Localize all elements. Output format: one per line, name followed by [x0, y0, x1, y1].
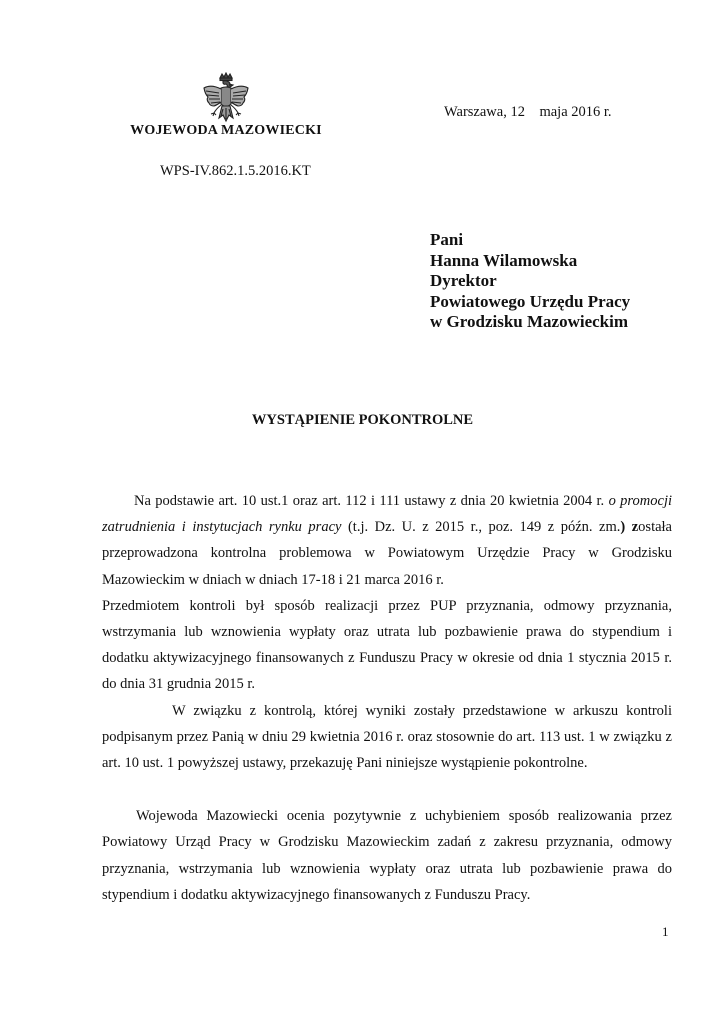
body-paragraph-transmission: W związku z kontrolą, której wyniki zostały przedstawione w arkuszu kontroli podpisanym przez Panią w dniu 29 kwietnia 2016 r. oraz stosownie do art. 113 ust. 1 w związku z art. 10 ust. 1 powyższej ustawy, przekazuję Pani niniejsze wystąpienie pokontrolne.	[102, 702, 672, 772]
authority-name: WOJEWODA MAZOWIECKI	[130, 123, 322, 138]
place-and-date: Warszawa, 12 maja 2016 r.	[444, 104, 612, 120]
legal-basis-intro: Na podstawie art. 10 ust.1 oraz art. 112 i 111 ustawy z dnia 20 kwietnia 2004 r.	[134, 493, 605, 509]
act-citation: (t.j. Dz. U. z 2015 r., poz. 149 z późn. zm.	[341, 519, 621, 536]
case-reference: WPS-IV.862.1.5.2016.KT	[160, 163, 311, 179]
addressee-line: Powiatowego Urzędu Pracy	[430, 291, 631, 311]
body-paragraph-assessment: Wojewoda Mazowiecki ocenia pozytywnie z uchybieniem sposób realizowania przez Powiatowy Urząd Pracy w Grodzisku Mazowieckim zadań z zakresu przyznania, odmowy przyznania, wstrzymania lub wznowienia wypłaty oraz utrata lub pozbawienie prawa do stypendium i dodatku aktywizacyjnego finansowanych z Funduszu Pracy.	[102, 808, 672, 903]
addressee-line: w Grodzisku Mazowieckim	[430, 312, 629, 331]
act-title: o promocji zatrudnienia i instytucjach rynku pracy	[102, 493, 673, 536]
document-title: WYSTĄPIENIE POKONTROLNE	[251, 412, 474, 428]
page-number: 1	[662, 924, 669, 939]
citation-close: )	[620, 519, 626, 536]
polish-eagle-emblem-icon	[201, 72, 251, 130]
addressee-block	[430, 230, 630, 333]
addressee-line: Dyrektor	[430, 271, 497, 290]
addressee-line: Hanna Wilamowska	[430, 250, 578, 270]
legal-basis-rest: ostała przeprowadzona kontrolna problemowa w Powiatowym Urzędzie Pracy w Grodzisku Mazowieckim w dniach w dniach 17-18 i 21 marca 2016 r.	[102, 519, 672, 588]
letter-body	[102, 488, 672, 908]
bold-letter: z	[631, 519, 639, 536]
addressee-line: Pani	[430, 230, 464, 249]
body-paragraph-subject: Przedmiotem kontroli był sposób realizacji przez PUP przyznania, odmowy przyznania, wstrzymania lub wznowienia wypłaty oraz utrata lub pozbawienie prawa do stypendium i dodatku aktywizacyjnego finansowanych z Funduszu Pracy w okresie od dnia 1 stycznia 2015 r. do dnia 31 grudnia 2015 r.	[102, 597, 672, 693]
body-paragraph-legal-basis	[102, 488, 672, 593]
